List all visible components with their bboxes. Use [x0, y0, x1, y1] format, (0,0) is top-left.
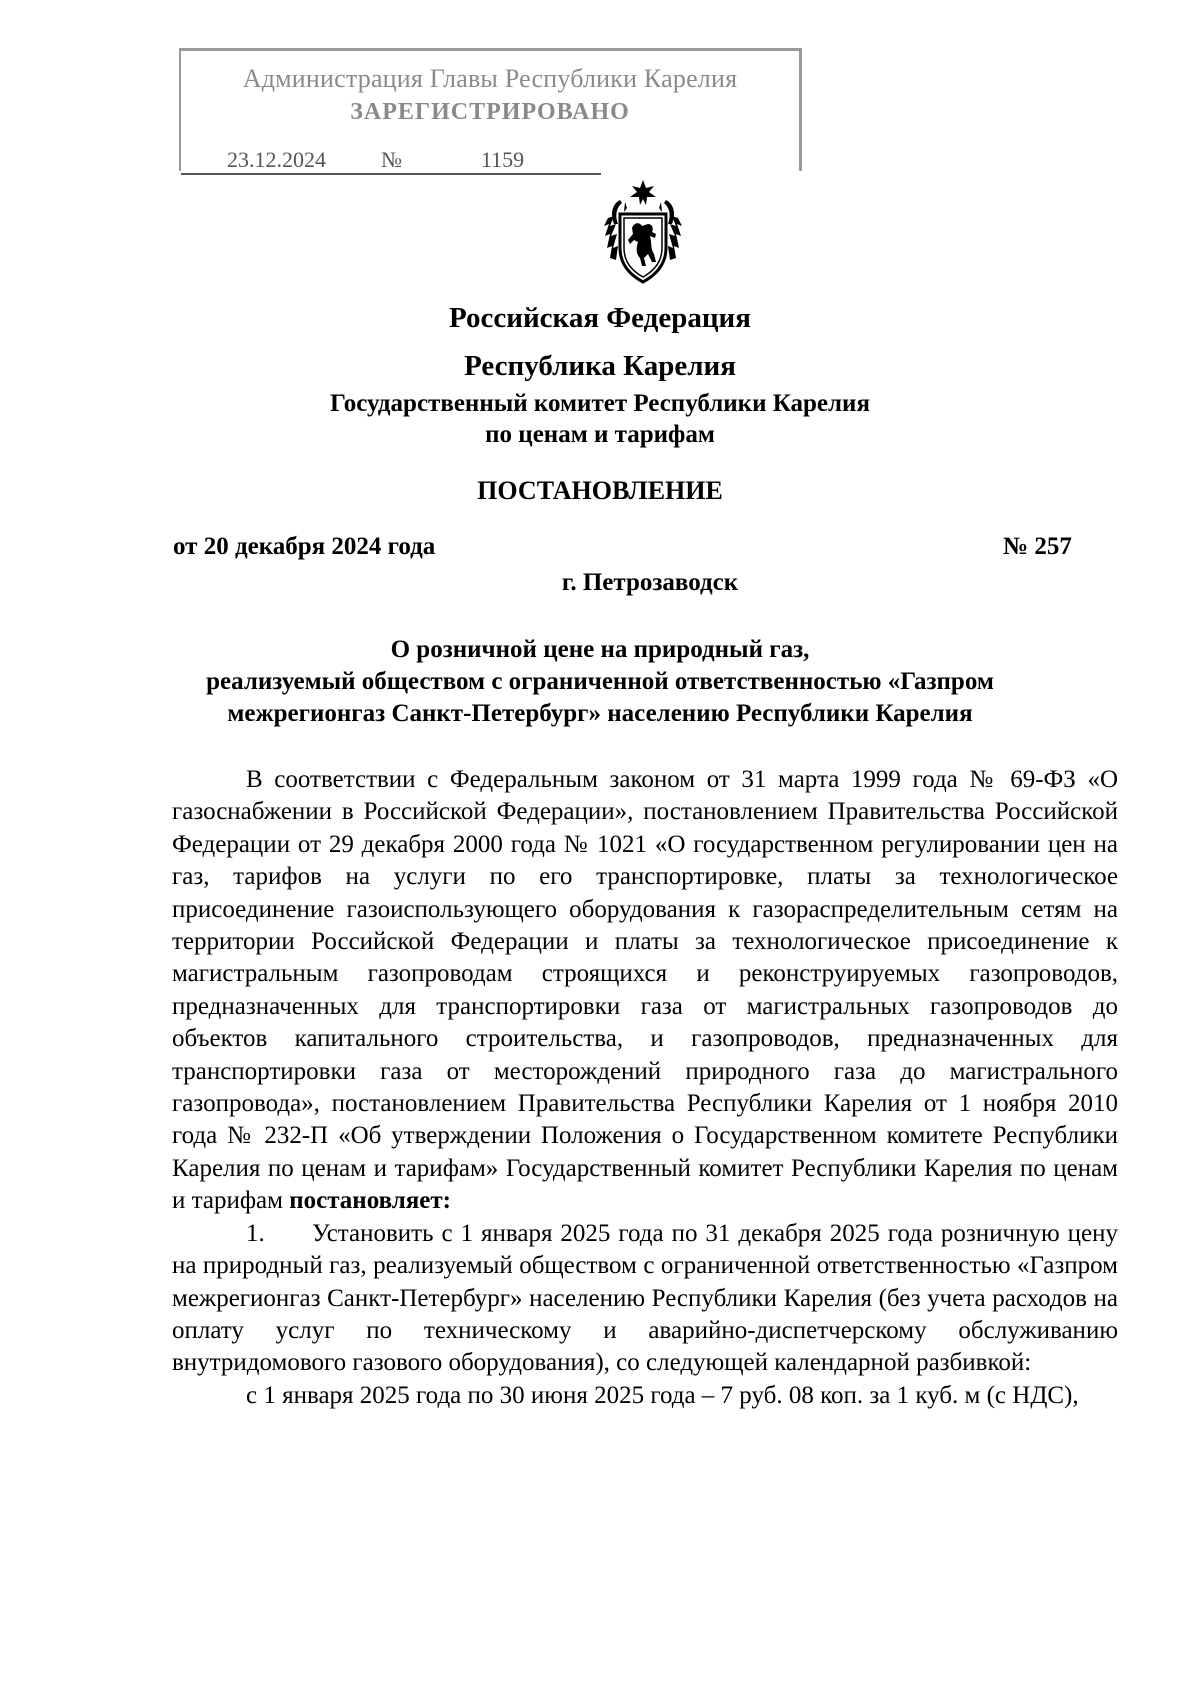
decree-city: г. Петрозаводск — [561, 569, 739, 596]
preamble-paragraph — [172, 764, 1118, 1218]
title-line-2: реализуемый обществом с ограниченной ответственностью «Газпром — [206, 668, 994, 695]
decree-number: № 257 — [1003, 533, 1072, 560]
resolves-word: постановляет: — [289, 1187, 451, 1215]
title-line-1: О розничной цене на природный газ, — [390, 636, 810, 663]
heading-federation: Российская Федерация — [449, 302, 751, 334]
stamp-number-sign: № — [381, 147, 402, 172]
period-1-paragraph: с 1 января 2025 года по 30 июня 2025 года – 7 руб. 08 коп. за 1 куб. м (с НДС), — [246, 1381, 1079, 1409]
decree-date: от 20 декабря 2024 года — [173, 533, 436, 560]
stamp-registration-line — [181, 147, 601, 175]
item-1-text: Установить с 1 января 2025 года по 31 декабря 2025 года розничную цену на природный газ, реализуемый обществом с ограниченной ответственностью «Газпром межрегионгаз Санкт-Петербург» населению Республики Карелия (без учета расходов на оплату услуг по техническому и аварийно-диспетчерскому обслуживанию внутридомового газового оборудования), со следующей календарной разбивкой: — [172, 1219, 1118, 1377]
karelia-coat-of-arms-icon — [600, 178, 686, 290]
heading-republic: Республика Карелия — [464, 350, 736, 382]
decree-body — [172, 764, 1118, 1412]
stamp-date: 23.12.2024 — [227, 147, 326, 172]
stamp-authority: Администрация Главы Республики Карелия — [242, 64, 738, 93]
item-1-paragraph — [172, 1218, 1118, 1380]
stamp-number: 1159 — [481, 147, 525, 172]
heading-committee-line1: Государственный комитет Республики Карелия — [330, 390, 870, 417]
item-1-number: 1. — [246, 1219, 265, 1247]
decree-title — [0, 634, 1200, 730]
document-type: ПОСТАНОВЛЕНИЕ — [477, 476, 723, 505]
registration-stamp — [179, 48, 802, 171]
stamp-status: ЗАРЕГИСТРИРОВАНО — [350, 99, 630, 125]
heading-committee-line2: по ценам и тарифам — [485, 421, 715, 448]
preamble-text: В соответствии с Федеральным законом от 31 марта 1999 года № 69-ФЗ «О газоснабжении в Российской Федерации», постановлением Правительства Российской Федерации от 29 декабря 2000 года № 1021 «О государственном регулировании цен на газ, тарифов на услуги по его транспортировке, платы за технологическое присоединение газоиспользующего оборудования к газораспределительным сетям на территории Российской Федерации и платы за технологическое присоединение к магистральным газопроводам строящихся и реконструируемых газопроводов, предназначенных для транспортировки газа от магистральных газопроводов до объектов капитального строительства, и газопроводов, предназначенных для транспортировки газа от месторождений природного газа до магистрального газопровода», постановлением Правительства Республики Карелия от 1 ноября 2010 года № 232-П «Об утверждении Положения о Государственном комитете Республики Карелия по ценам и тарифам» Государственный комитет Республики Карелия по ценам и тарифам — [172, 766, 1118, 1215]
title-line-3: межрегионгаз Санкт-Петербург» населению Республики Карелия — [227, 700, 973, 727]
